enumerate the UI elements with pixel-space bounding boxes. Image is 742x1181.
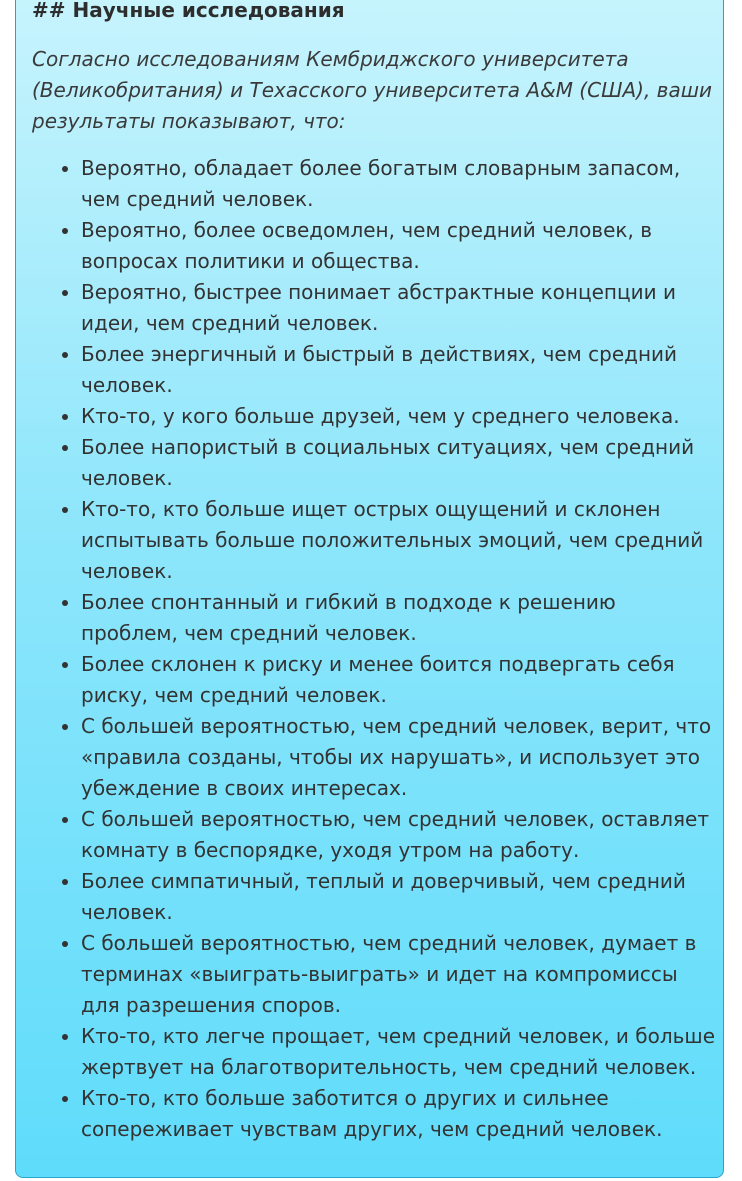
list-item: Вероятно, обладает более богатым словарным запасом, чем средний человек. xyxy=(81,153,716,215)
list-item: Более энергичный и быстрый в действиях, чем средний человек. xyxy=(81,339,716,401)
list-item: Более склонен к риску и менее боится подвергать себя риску, чем средний человек. xyxy=(81,649,716,711)
findings-list xyxy=(16,153,716,1145)
list-item: Вероятно, быстрее понимает абстрактные концепции и идеи, чем средний человек. xyxy=(81,277,716,339)
list-item: Более симпатичный, теплый и доверчивый, чем средний человек. xyxy=(81,866,716,928)
list-item: С большей вероятностью, чем средний человек, верит, что «правила созданы, чтобы их нарушать», и использует это убеждение в своих интересах. xyxy=(81,711,716,804)
list-item: Вероятно, более осведомлен, чем средний человек, в вопросах политики и общества. xyxy=(81,215,716,277)
section-heading: ## Научные исследования xyxy=(32,0,345,22)
list-item: Кто-то, кто легче прощает, чем средний человек, и больше жертвует на благотворительность, чем средний человек. xyxy=(81,1021,716,1083)
list-item: Более спонтанный и гибкий в подходе к решению проблем, чем средний человек. xyxy=(81,587,716,649)
list-item: Кто-то, у кого больше друзей, чем у среднего человека. xyxy=(81,401,716,432)
list-item: С большей вероятностью, чем средний человек, думает в терминах «выиграть-выиграть» и идет на компромиссы для разрешения споров. xyxy=(81,928,716,1021)
intro-paragraph: Согласно исследованиям Кембриджского университета (Великобритания) и Техасского университета A&M (США), ваши результаты показывают, что: xyxy=(32,47,712,133)
list-item: Кто-то, кто больше заботится о других и сильнее сопереживает чувствам других, чем средний человек. xyxy=(81,1083,716,1145)
list-item: С большей вероятностью, чем средний человек, оставляет комнату в беспорядке, уходя утром на работу. xyxy=(81,804,716,866)
list-item: Более напористый в социальных ситуациях, чем средний человек. xyxy=(81,432,716,494)
research-card xyxy=(15,0,724,1178)
list-item: Кто-то, кто больше ищет острых ощущений и склонен испытывать больше положительных эмоций, чем средний человек. xyxy=(81,494,716,587)
